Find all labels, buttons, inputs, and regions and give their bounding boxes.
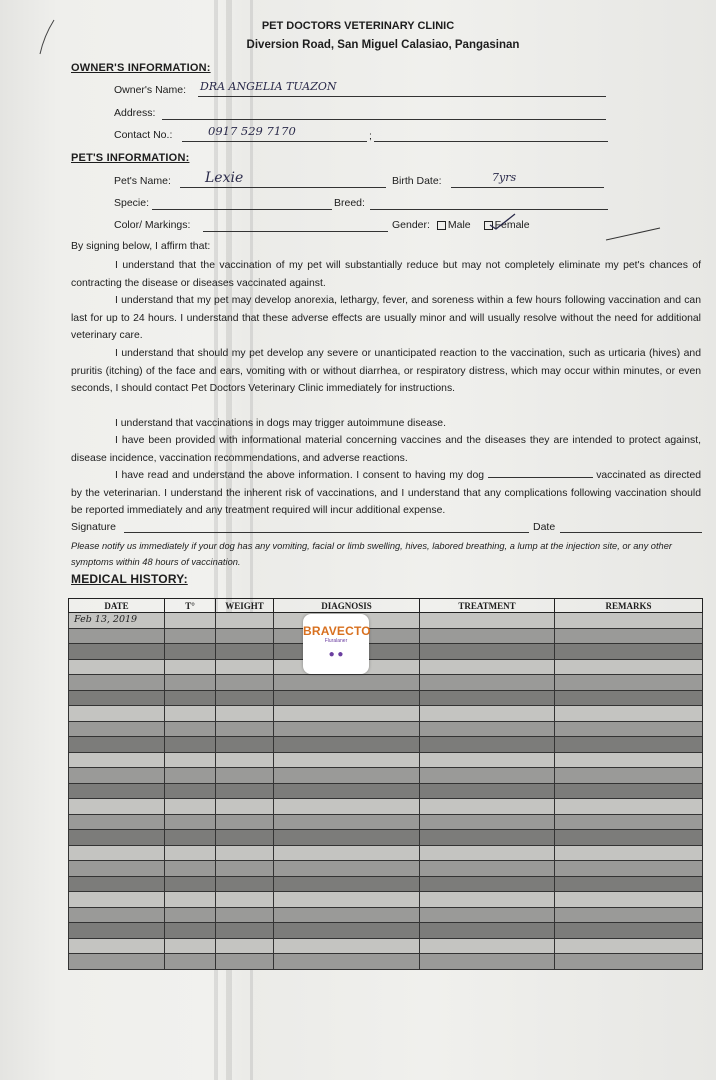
table-row <box>69 830 703 846</box>
male-label: Male <box>447 219 471 231</box>
table-cell[interactable] <box>555 644 703 660</box>
table-cell[interactable] <box>165 783 216 799</box>
table-cell[interactable] <box>216 954 274 970</box>
table-row <box>69 861 703 877</box>
table-cell[interactable] <box>69 814 165 830</box>
table-row <box>69 721 703 737</box>
table-cell[interactable] <box>420 706 555 722</box>
table-cell[interactable] <box>274 690 420 706</box>
table-cell[interactable] <box>420 954 555 970</box>
signature-label: Signature <box>71 521 116 533</box>
stray-pen-mark <box>30 18 60 58</box>
table-cell[interactable] <box>165 861 216 877</box>
table-cell[interactable] <box>69 783 165 799</box>
bravecto-sticker <box>303 614 369 674</box>
table-cell[interactable] <box>165 613 216 629</box>
table-cell[interactable] <box>165 737 216 753</box>
table-cell[interactable] <box>274 845 420 861</box>
table-cell[interactable] <box>555 752 703 768</box>
table-row <box>69 907 703 923</box>
table-cell[interactable] <box>165 675 216 691</box>
table-cell[interactable] <box>555 907 703 923</box>
table-row <box>69 737 703 753</box>
table-cell[interactable] <box>165 659 216 675</box>
table-cell[interactable] <box>216 644 274 660</box>
owner-info-heading: OWNER'S INFORMATION: <box>71 62 211 74</box>
tick-flea-icon: ● ● <box>328 649 344 660</box>
table-cell[interactable] <box>216 799 274 815</box>
table-cell[interactable] <box>69 690 165 706</box>
table-cell[interactable] <box>165 954 216 970</box>
table-cell[interactable] <box>420 644 555 660</box>
table-cell[interactable] <box>555 830 703 846</box>
address-label: Address: <box>114 107 156 119</box>
table-cell[interactable] <box>274 768 420 784</box>
table-cell[interactable] <box>216 830 274 846</box>
table-cell[interactable] <box>420 659 555 675</box>
owner-name-label: Owner's Name: <box>114 84 187 96</box>
pet-info-heading: PET'S INFORMATION: <box>71 152 190 164</box>
table-cell[interactable] <box>69 876 165 892</box>
table-row <box>69 613 703 629</box>
table-cell[interactable] <box>555 613 703 629</box>
first-row-date-value[interactable]: Feb 13, 2019 <box>74 614 138 625</box>
consent-paragraph-1: I understand that the vaccination of my pet will substantially reduce but may not completely eliminate my pet's chances of contracting the disease or diseases vaccinated against. <box>71 260 701 289</box>
contact-value[interactable]: 0917 529 7170 <box>208 124 296 138</box>
table-cell[interactable] <box>555 892 703 908</box>
table-row <box>69 783 703 799</box>
table-row <box>69 675 703 691</box>
table-cell[interactable] <box>420 613 555 629</box>
table-cell[interactable] <box>216 861 274 877</box>
table-cell[interactable] <box>69 675 165 691</box>
female-label: Female <box>494 219 530 231</box>
consent-paragraph-6: I have read and understand the above information. I consent to having my dog vaccinated as directed by the veterinarian. I understand the inherent risk of vaccinations, and I understand that any complications following vaccination should be reported immediately and any treatment required will incur additional expense. <box>71 470 701 516</box>
table-cell[interactable] <box>69 861 165 877</box>
table-cell[interactable] <box>420 814 555 830</box>
col-remarks: REMARKS <box>555 599 703 613</box>
consent-paragraph-2: I understand that my pet may develop anorexia, lethargy, fever, and soreness within a few hours following vaccination and can last for up to 24 hours. I understand that these adverse effects are usually minor and will usually resolve without the need for additional veterinary care. <box>71 295 701 341</box>
table-row <box>69 876 703 892</box>
table-cell[interactable] <box>165 923 216 939</box>
table-cell[interactable] <box>69 721 165 737</box>
medical-history-heading: MEDICAL HISTORY: <box>71 572 188 586</box>
col-weight: WEIGHT <box>216 599 274 613</box>
table-cell[interactable] <box>69 706 165 722</box>
table-cell[interactable] <box>165 799 216 815</box>
table-cell[interactable] <box>420 799 555 815</box>
owner-name-value[interactable]: DRA ANGELIA TUAZON <box>200 80 337 93</box>
table-row <box>69 799 703 815</box>
table-row <box>69 752 703 768</box>
table-cell[interactable] <box>216 783 274 799</box>
table-cell[interactable] <box>420 861 555 877</box>
consent-paragraph-4: I understand that vaccinations in dogs may trigger autoimmune disease. <box>115 418 446 429</box>
table-cell[interactable] <box>216 845 274 861</box>
table-cell[interactable] <box>165 845 216 861</box>
male-checkbox[interactable] <box>437 221 446 230</box>
table-cell[interactable] <box>420 721 555 737</box>
table-cell[interactable] <box>274 876 420 892</box>
color-markings-line[interactable] <box>203 231 388 232</box>
gender-label: Gender: <box>392 219 430 231</box>
table-cell[interactable] <box>165 721 216 737</box>
table-cell[interactable] <box>420 768 555 784</box>
table-cell[interactable] <box>555 783 703 799</box>
table-cell[interactable] <box>69 659 165 675</box>
table-cell[interactable] <box>165 644 216 660</box>
table-cell[interactable] <box>165 907 216 923</box>
contact-line-2[interactable] <box>374 141 608 142</box>
table-cell[interactable] <box>555 861 703 877</box>
table-cell[interactable] <box>274 954 420 970</box>
table-cell[interactable] <box>420 845 555 861</box>
table-cell[interactable] <box>216 752 274 768</box>
table-cell[interactable] <box>420 628 555 644</box>
pet-name-value[interactable]: Lexie <box>205 170 244 186</box>
table-row <box>69 814 703 830</box>
clinic-name: PET DOCTORS VETERINARY CLINIC <box>261 20 455 32</box>
table-cell[interactable] <box>555 876 703 892</box>
table-cell[interactable] <box>274 907 420 923</box>
table-cell[interactable] <box>420 923 555 939</box>
table-cell[interactable] <box>420 938 555 954</box>
table-cell[interactable] <box>216 876 274 892</box>
table-cell[interactable] <box>216 613 274 629</box>
sticker-subtitle: Fluralaner <box>324 638 348 644</box>
table-cell[interactable] <box>420 907 555 923</box>
table-cell[interactable] <box>69 907 165 923</box>
birth-date-line <box>451 187 604 188</box>
table-cell[interactable] <box>555 690 703 706</box>
table-cell[interactable] <box>69 892 165 908</box>
table-row <box>69 938 703 954</box>
table-cell[interactable] <box>420 690 555 706</box>
pet-name-label: Pet's Name: <box>114 175 171 187</box>
date-label: Date <box>533 521 556 533</box>
contact-line-1 <box>182 141 367 142</box>
table-cell[interactable] <box>555 954 703 970</box>
table-header-row <box>69 599 703 613</box>
table-cell[interactable] <box>274 752 420 768</box>
table-cell[interactable] <box>69 799 165 815</box>
table-cell[interactable] <box>216 938 274 954</box>
birth-date-label: Birth Date: <box>392 175 442 187</box>
stray-pen-mark <box>604 224 664 244</box>
dog-name-blank[interactable] <box>488 468 593 478</box>
table-cell[interactable] <box>274 861 420 877</box>
date-line[interactable] <box>560 532 702 533</box>
table-cell[interactable] <box>555 768 703 784</box>
sticker-brand: BRAVECTO <box>303 624 371 638</box>
table-cell[interactable] <box>69 954 165 970</box>
table-cell[interactable] <box>69 923 165 939</box>
table-cell[interactable] <box>165 892 216 908</box>
table-cell[interactable] <box>555 706 703 722</box>
table-cell[interactable] <box>274 799 420 815</box>
table-cell[interactable] <box>216 768 274 784</box>
table-row <box>69 845 703 861</box>
table-cell[interactable] <box>420 737 555 753</box>
table-cell[interactable] <box>216 721 274 737</box>
table-cell[interactable] <box>555 628 703 644</box>
female-check-mark <box>488 211 518 231</box>
table-cell[interactable] <box>216 923 274 939</box>
table-cell[interactable] <box>69 830 165 846</box>
table-cell[interactable] <box>420 876 555 892</box>
notice-text: Please notify us immediately if your dog has any vomiting, facial or limb swelling, hives, labored breathing, a lump at the injection site, or any other symptoms within 48 hours of vaccination. <box>71 541 672 567</box>
table-cell[interactable] <box>165 768 216 784</box>
color-markings-label: Color/ Markings: <box>114 219 191 231</box>
table-cell[interactable] <box>165 876 216 892</box>
table-row <box>69 768 703 784</box>
table-cell[interactable] <box>69 845 165 861</box>
col-temperature: T° <box>165 599 216 613</box>
table-cell[interactable] <box>555 814 703 830</box>
table-cell[interactable] <box>216 737 274 753</box>
medical-history-rows <box>69 613 703 970</box>
table-cell[interactable] <box>420 783 555 799</box>
table-cell[interactable] <box>420 752 555 768</box>
table-cell[interactable] <box>69 752 165 768</box>
table-row <box>69 954 703 970</box>
table-cell[interactable] <box>274 721 420 737</box>
consent-intro: By signing below, I affirm that: <box>71 240 211 252</box>
contact-label: Contact No.: <box>114 129 173 141</box>
table-cell[interactable] <box>274 706 420 722</box>
birth-date-value[interactable]: 7yrs <box>492 171 517 184</box>
specie-line[interactable] <box>152 209 332 210</box>
table-cell[interactable] <box>69 644 165 660</box>
table-cell[interactable] <box>69 938 165 954</box>
table-cell[interactable] <box>555 799 703 815</box>
table-cell[interactable] <box>69 737 165 753</box>
table-cell[interactable] <box>216 659 274 675</box>
clinic-address: Diversion Road, San Miguel Calasiao, Pangasinan <box>246 39 520 51</box>
table-cell[interactable] <box>274 923 420 939</box>
table-cell[interactable] <box>216 814 274 830</box>
table-cell[interactable] <box>274 938 420 954</box>
table-row <box>69 706 703 722</box>
pet-name-line <box>180 187 386 188</box>
owner-name-line <box>198 96 606 97</box>
table-cell[interactable] <box>274 814 420 830</box>
signature-line[interactable] <box>124 532 529 533</box>
table-cell[interactable] <box>555 923 703 939</box>
table-cell[interactable] <box>165 830 216 846</box>
table-cell[interactable] <box>555 675 703 691</box>
table-cell[interactable] <box>165 752 216 768</box>
table-cell[interactable] <box>274 783 420 799</box>
medical-history-table <box>68 598 702 970</box>
consent-paragraph-5: I have been provided with informational material concerning vaccines and the diseases they are intended to protect against, disease incidence, vaccination recommendations, and adverse reactions. <box>71 435 701 464</box>
table-cell[interactable] <box>555 938 703 954</box>
table-cell[interactable] <box>165 814 216 830</box>
table-cell[interactable] <box>555 737 703 753</box>
table-cell[interactable] <box>216 907 274 923</box>
table-cell[interactable] <box>165 690 216 706</box>
table-cell[interactable] <box>555 845 703 861</box>
table-cell[interactable] <box>274 675 420 691</box>
table-cell[interactable] <box>216 706 274 722</box>
table-cell[interactable] <box>69 628 165 644</box>
address-line[interactable] <box>162 119 606 120</box>
table-row <box>69 690 703 706</box>
table-cell[interactable] <box>165 628 216 644</box>
table-row <box>69 628 703 644</box>
table-cell[interactable] <box>420 892 555 908</box>
col-diagnosis: DIAGNOSIS <box>274 599 420 613</box>
table-row <box>69 659 703 675</box>
table-cell[interactable] <box>216 892 274 908</box>
specie-label: Specie: <box>114 197 150 209</box>
contact-separator: ; <box>369 130 372 142</box>
table-cell[interactable] <box>165 938 216 954</box>
table-row <box>69 923 703 939</box>
table-cell[interactable] <box>216 628 274 644</box>
table-cell[interactable] <box>555 721 703 737</box>
breed-label: Breed: <box>334 197 365 209</box>
table-cell[interactable] <box>420 830 555 846</box>
table-cell[interactable] <box>216 690 274 706</box>
table-cell[interactable] <box>216 675 274 691</box>
table-cell[interactable] <box>69 768 165 784</box>
table-cell[interactable] <box>274 830 420 846</box>
col-date: DATE <box>69 599 165 613</box>
table-row <box>69 892 703 908</box>
table-cell[interactable] <box>420 675 555 691</box>
col-treatment: TREATMENT <box>420 599 555 613</box>
consent-paragraph-3: I understand that should my pet develop any severe or unanticipated reaction to the vaccination, such as urticaria (hives) and pruritis (itching) of the face and ears, vomiting with or without diarrhea, or respiratory distress, which may occur within minutes, or even seconds, I should contact Pet Doctors Veterinary Clinic immediately for instructions. <box>71 348 701 394</box>
breed-line[interactable] <box>370 209 608 210</box>
table-cell[interactable] <box>274 737 420 753</box>
table-cell[interactable] <box>274 892 420 908</box>
table-cell[interactable] <box>555 659 703 675</box>
table-row <box>69 644 703 660</box>
table-cell[interactable] <box>165 706 216 722</box>
